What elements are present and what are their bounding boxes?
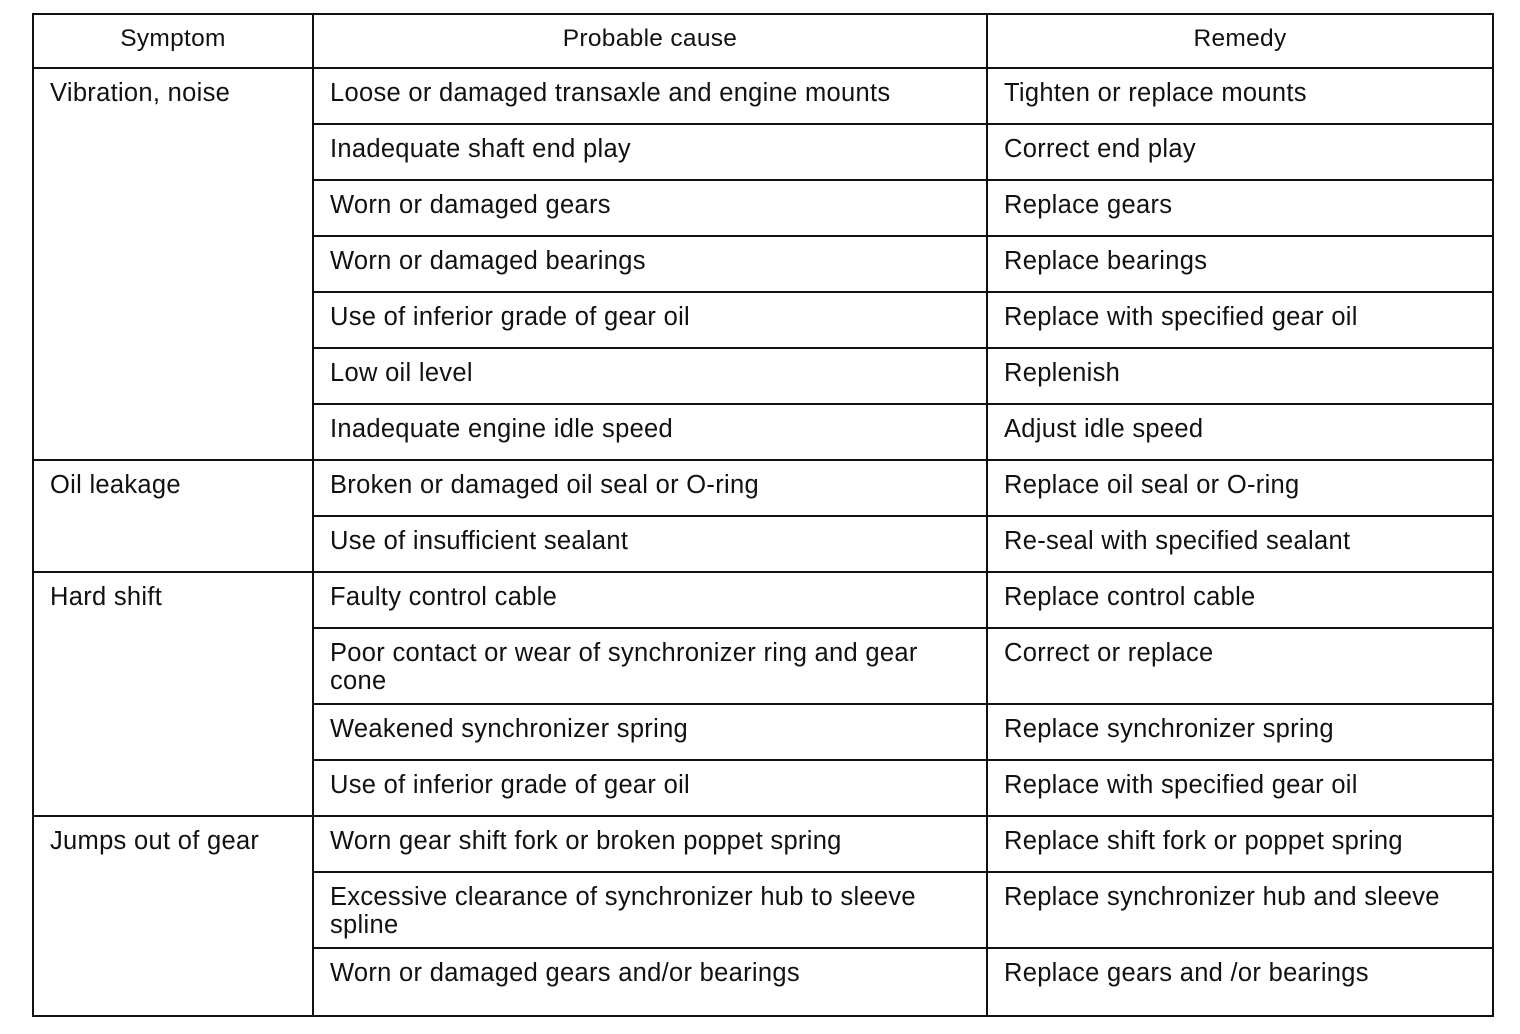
remedy-cell: Replace gears and /or bearings <box>987 948 1493 1016</box>
cause-cell: Inadequate shaft end play <box>313 124 987 180</box>
symptom-cell: Oil leakage <box>33 460 313 572</box>
cause-cell: Inadequate engine idle speed <box>313 404 987 460</box>
cause-cell: Faulty control cable <box>313 572 987 628</box>
cause-cell: Low oil level <box>313 348 987 404</box>
header-remedy: Remedy <box>987 14 1493 68</box>
remedy-cell: Replace synchronizer spring <box>987 704 1493 760</box>
table-body <box>33 68 1493 1016</box>
remedy-cell: Replace with specified gear oil <box>987 760 1493 816</box>
remedy-cell: Replace gears <box>987 180 1493 236</box>
table-row <box>33 572 1493 628</box>
remedy-cell: Replenish <box>987 348 1493 404</box>
cause-cell: Worn gear shift fork or broken poppet spring <box>313 816 987 872</box>
remedy-cell: Correct end play <box>987 124 1493 180</box>
cause-cell: Use of inferior grade of gear oil <box>313 760 987 816</box>
table-row <box>33 460 1493 516</box>
remedy-cell: Re-seal with specified sealant <box>987 516 1493 572</box>
cause-cell: Loose or damaged transaxle and engine mounts <box>313 68 987 124</box>
cause-cell: Excessive clearance of synchronizer hub to sleeve spline <box>313 872 987 948</box>
remedy-cell: Tighten or replace mounts <box>987 68 1493 124</box>
cause-cell: Use of inferior grade of gear oil <box>313 292 987 348</box>
cause-cell: Use of insufficient sealant <box>313 516 987 572</box>
remedy-cell: Replace oil seal or O-ring <box>987 460 1493 516</box>
cause-cell: Worn or damaged bearings <box>313 236 987 292</box>
cause-cell: Poor contact or wear of synchronizer ring and gear cone <box>313 628 987 704</box>
header-row <box>33 14 1493 68</box>
cause-cell: Worn or damaged gears <box>313 180 987 236</box>
cause-cell: Worn or damaged gears and/or bearings <box>313 948 987 1016</box>
table-row <box>33 816 1493 872</box>
remedy-cell: Replace shift fork or poppet spring <box>987 816 1493 872</box>
remedy-cell: Replace with specified gear oil <box>987 292 1493 348</box>
troubleshooting-table <box>32 13 1494 1017</box>
remedy-cell: Replace synchronizer hub and sleeve <box>987 872 1493 948</box>
symptom-cell: Jumps out of gear <box>33 816 313 1016</box>
remedy-cell: Replace control cable <box>987 572 1493 628</box>
remedy-cell: Adjust idle speed <box>987 404 1493 460</box>
cause-cell: Broken or damaged oil seal or O-ring <box>313 460 987 516</box>
header-probable-cause: Probable cause <box>313 14 987 68</box>
cause-cell: Weakened synchronizer spring <box>313 704 987 760</box>
table-header <box>33 14 1493 68</box>
symptom-cell: Hard shift <box>33 572 313 816</box>
remedy-cell: Replace bearings <box>987 236 1493 292</box>
header-symptom: Symptom <box>33 14 313 68</box>
symptom-cell: Vibration, noise <box>33 68 313 460</box>
remedy-cell: Correct or replace <box>987 628 1493 704</box>
table-row <box>33 68 1493 124</box>
